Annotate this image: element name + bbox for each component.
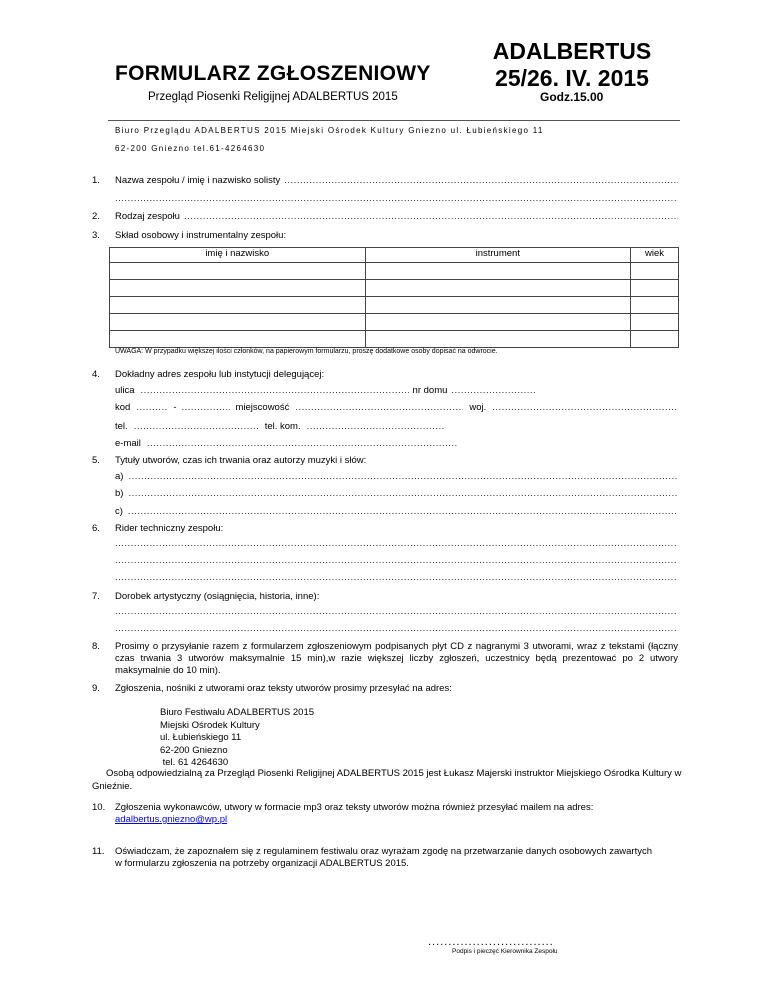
signature-line[interactable]: ...............................	[428, 936, 554, 948]
song-label: c)	[115, 506, 123, 517]
consent-statement: Oświadczam, że zapoznałem się z regulaminem festiwalu oraz wyrażam zgodę na przetwarzanie danych osobowych zawartych w formularzu zgłoszenia na potrzeby organizacji ADALBERTUS 2015.	[115, 846, 652, 869]
song-input[interactable]	[128, 506, 678, 517]
table-row	[110, 297, 679, 314]
postcode-label: kod	[115, 402, 131, 413]
name-cell[interactable]	[110, 314, 366, 331]
achievements-input[interactable]	[115, 623, 678, 634]
song-input[interactable]	[128, 488, 678, 499]
field-number: 10.	[92, 802, 106, 813]
rider-input[interactable]	[115, 572, 678, 583]
achievements-input[interactable]	[115, 606, 678, 617]
postcode-input-1[interactable]	[136, 402, 168, 413]
name-cell[interactable]	[110, 297, 366, 314]
event-date: 25/26. IV. 2015	[495, 65, 649, 91]
house-label: nr domu	[412, 385, 448, 396]
field-number: 4.	[92, 369, 100, 380]
mobile-input[interactable]	[307, 421, 445, 432]
rider-input[interactable]	[115, 555, 678, 566]
signature-label: Podpis i pieczęć Kierownika Zespołu	[452, 948, 558, 955]
address-line: tel. 61 4264630	[160, 757, 229, 768]
age-cell[interactable]	[631, 297, 679, 314]
table-row	[110, 263, 679, 280]
field-number: 1.	[92, 175, 100, 186]
responsible-person: Osobą odpowiedzialną za Przegląd Piosenki Religijnej ADALBERTUS 2015 jest Łukasz Majerski instruktor Miejskiego Ośrodka Kultury w Gnieźnie.	[92, 768, 682, 792]
column-header-name: imię i nazwisko	[110, 248, 366, 263]
field-label: Rider techniczny zespołu:	[115, 523, 224, 534]
field-number: 7.	[92, 591, 100, 602]
field-number: 6.	[92, 523, 100, 534]
header-divider	[108, 120, 680, 121]
rider-input[interactable]	[115, 538, 678, 549]
form-title: FORMULARZ ZGŁOSZENIOWY	[115, 62, 431, 85]
song-row	[115, 471, 678, 482]
table-row	[110, 314, 679, 331]
province-input[interactable]	[492, 402, 678, 413]
mail-instructions-text: Zgłoszenia wykonawców, utwory w formacie mp3 oraz teksty utworów można również przesyłać mailem na adres:	[115, 802, 594, 813]
email-input[interactable]	[147, 438, 457, 449]
phone-row	[115, 421, 445, 432]
event-block	[482, 38, 662, 92]
field-number: 11.	[92, 846, 105, 857]
phone-input[interactable]	[134, 421, 259, 432]
city-line: 62-200 Gniezno tel.61-4264630	[115, 144, 266, 153]
band-name-input-line2[interactable]	[115, 193, 678, 204]
field-number: 2.	[92, 211, 100, 222]
instrument-cell[interactable]	[365, 263, 631, 280]
address-line: Biuro Festiwalu ADALBERTUS 2015	[160, 707, 315, 718]
field-label: Tytuły utworów, czas ich trwania oraz autorzy muzyki i słów:	[115, 455, 367, 466]
event-time: Godz.15.00	[540, 90, 604, 104]
mail-instructions	[115, 802, 678, 826]
postcode-input-2[interactable]	[182, 402, 230, 413]
table-row	[110, 280, 679, 297]
field-number: 3.	[92, 230, 100, 241]
postcode-dash: -	[173, 402, 177, 413]
name-cell[interactable]	[110, 280, 366, 297]
song-input[interactable]	[128, 471, 678, 482]
age-cell[interactable]	[631, 331, 679, 348]
address-line: 62-200 Gniezno	[160, 744, 228, 756]
house-input[interactable]	[451, 385, 535, 396]
province-label: woj.	[469, 402, 487, 413]
band-name-input[interactable]	[284, 175, 678, 186]
age-cell[interactable]	[631, 263, 679, 280]
event-name: ADALBERTUS	[492, 38, 652, 64]
cd-instructions: Prosimy o przysyłanie razem z formularzem zgłoszeniowym podpisanych płyt CD z nagranymi 3 utworami, wraz z tekstami (łączny czas trwania 3 utworów maksymalnie 15 min),w razie większej liczby zgłoszeń, uczestnicy będą prezentować po 2 utwory maksymalnie do 10 min).	[115, 641, 678, 676]
field-label: Dokładny adres zespołu lub instytucji delegującej:	[115, 369, 325, 380]
email-link[interactable]: adalbertus.gniezno@wp.pl	[115, 814, 228, 825]
members-table	[109, 247, 679, 348]
field-label: Nazwa zespołu / imię i nazwisko solisty	[115, 175, 281, 186]
column-header-instrument: instrument	[365, 248, 631, 263]
song-row	[115, 488, 678, 499]
organizer-line: Biuro Przeglądu ADALBERTUS 2015 Miejski Ośrodek Kultury Gniezno ul. Łubieńskiego 11	[115, 126, 544, 135]
form-subtitle: Przegląd Piosenki Religijnej ADALBERTUS 2015	[148, 91, 398, 103]
field-band-name	[115, 175, 678, 186]
mobile-label: tel. kom.	[264, 421, 301, 432]
street-input[interactable]	[141, 385, 409, 396]
song-row	[115, 506, 678, 517]
email-label: e-mail	[115, 438, 141, 449]
street-label: ulica	[115, 385, 135, 396]
field-label: Skład osobowy i instrumentalny zespołu:	[115, 230, 287, 241]
name-cell[interactable]	[110, 263, 366, 280]
instrument-cell[interactable]	[365, 331, 631, 348]
members-note: UWAGA: W przypadku większej ilości członków, na papierowym formularzu, proszę dodatkowe osoby dopisać na odwrocie.	[115, 348, 498, 355]
column-header-age: wiek	[631, 248, 679, 263]
instrument-cell[interactable]	[365, 297, 631, 314]
name-cell[interactable]	[110, 331, 366, 348]
instrument-cell[interactable]	[365, 280, 631, 297]
postcode-row	[115, 402, 678, 413]
field-number: 5.	[92, 455, 100, 466]
street-row	[115, 385, 535, 396]
table-row	[110, 331, 679, 348]
city-input[interactable]	[295, 402, 463, 413]
instrument-cell[interactable]	[365, 314, 631, 331]
song-label: b)	[115, 488, 124, 499]
mail-address	[160, 707, 314, 770]
field-number: 8.	[92, 641, 100, 652]
field-label: Zgłoszenia, nośniki z utworami oraz teksty utworów prosimy przesyłać na adres:	[115, 683, 452, 694]
city-label: miejscowość	[235, 402, 290, 413]
field-number: 9.	[92, 683, 100, 694]
address-line: Miejski Ośrodek Kultury	[160, 719, 260, 731]
address-line: ul. Łubieńskiego 11	[160, 732, 242, 743]
field-band-type	[115, 211, 678, 222]
age-cell[interactable]	[631, 280, 679, 297]
band-type-input[interactable]	[184, 211, 678, 222]
song-label: a)	[115, 471, 124, 482]
email-row	[115, 438, 457, 449]
phone-label: tel.	[115, 421, 128, 432]
field-label: Dorobek artystyczny (osiągnięcia, historia, inne):	[115, 591, 320, 602]
age-cell[interactable]	[631, 314, 679, 331]
field-label: Rodzaj zespołu	[115, 211, 180, 222]
